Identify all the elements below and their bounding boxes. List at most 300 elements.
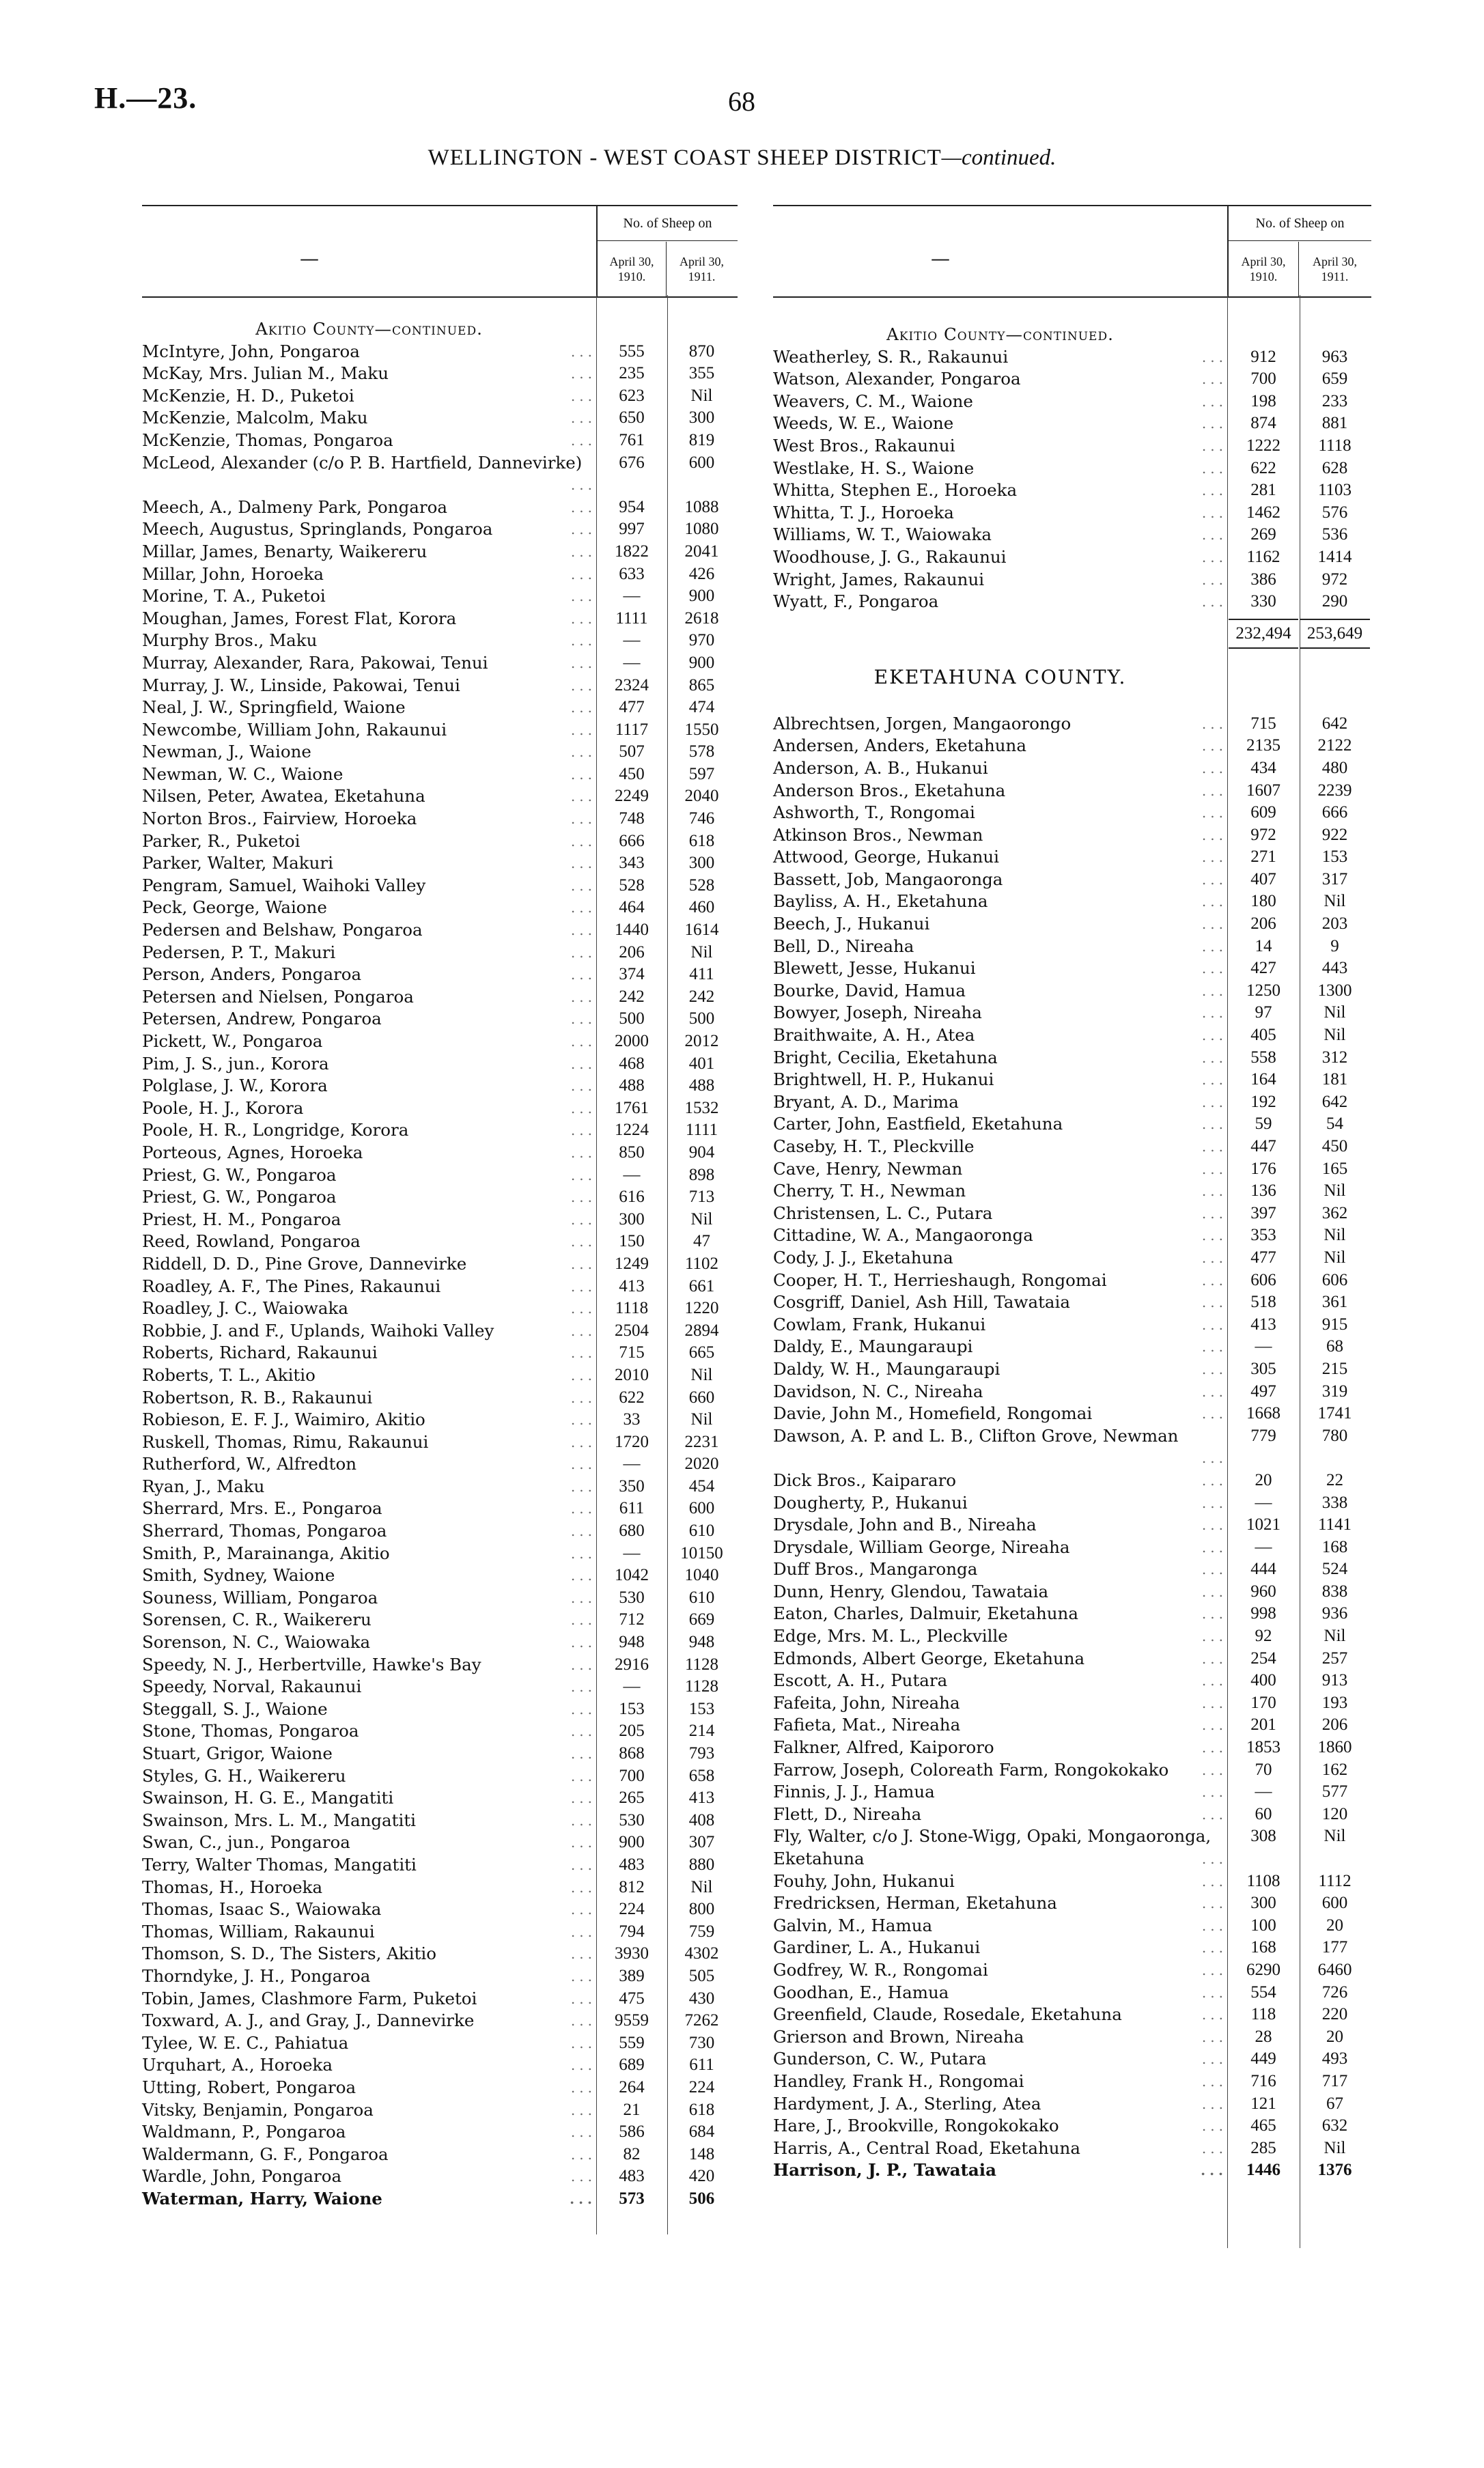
leader-dots: ... xyxy=(570,1946,596,1963)
sheep-1911: 628 xyxy=(1321,458,1348,477)
sheep-1911: 500 xyxy=(688,1009,715,1028)
farmer-name-text: Waldermann, G. F., Pongaroa xyxy=(142,2144,391,2164)
farmer-name-text: Styles, G. H., Waikereru xyxy=(142,1766,349,1786)
sheep-1910: — xyxy=(623,1677,641,1696)
leader-dots: ... xyxy=(570,1078,596,1095)
sheep-1910: 715 xyxy=(1250,714,1276,733)
leader-dots: ... xyxy=(1201,527,1227,544)
sheep-1911: 203 xyxy=(1321,914,1348,934)
sheep-1911: 865 xyxy=(688,675,715,695)
leader-dots: ... xyxy=(570,2190,596,2207)
sheep-1911: 610 xyxy=(688,1588,715,1607)
leader-dots: ... xyxy=(570,432,596,449)
farmer-name xyxy=(773,1069,1227,1091)
table-row xyxy=(773,713,1371,735)
leader-dots: ... xyxy=(1201,1338,1227,1356)
farmer-name-text: Sorenson, N. C., Waiowaka xyxy=(142,1632,373,1652)
farmer-name-text: Smith, P., Marainanga, Akitio xyxy=(142,1543,393,1563)
leader-dots: ... xyxy=(570,988,596,1005)
sheep-1910: 1162 xyxy=(1246,547,1280,566)
farmer-name-text: Thorndyke, J. H., Pongaroa xyxy=(142,1966,373,1986)
sheep-1911: Nil xyxy=(690,1365,713,1384)
leader-dots: ... xyxy=(1201,1316,1227,1333)
sheep-1910: 972 xyxy=(1250,825,1276,844)
farmer-name-text: Utting, Robert, Pongaroa xyxy=(142,2077,359,2097)
farmer-name-text: Terry, Walter Thomas, Mangatiti xyxy=(142,1855,419,1875)
leader-dots: ... xyxy=(570,1412,596,1429)
table-row xyxy=(142,1988,738,2010)
sheep-1910: 1462 xyxy=(1246,503,1280,522)
sheep-1910: 622 xyxy=(1250,458,1276,477)
sheep-1910: 997 xyxy=(619,520,645,539)
farmer-name xyxy=(773,458,1227,480)
farmer-name xyxy=(773,780,1227,802)
sheep-1910: 633 xyxy=(619,564,645,583)
farmer-name-text: Speedy, N. J., Herbertville, Hawke's Bay xyxy=(142,1655,484,1674)
sheep-1910: 960 xyxy=(1250,1582,1276,1601)
table-row xyxy=(142,1965,738,1988)
farmer-name xyxy=(142,2054,596,2077)
table-row xyxy=(142,942,738,964)
sheep-1910: 874 xyxy=(1250,414,1276,433)
table-row xyxy=(773,2026,1371,2049)
farmer-name-text: Grierson and Brown, Nireaha xyxy=(773,2027,1026,2047)
sheep-1911: 1128 xyxy=(684,1677,719,1696)
farmer-name xyxy=(773,1804,1227,1826)
table-row xyxy=(773,1470,1371,1492)
table-row xyxy=(773,1314,1371,1336)
sheep-1911: 413 xyxy=(688,1789,715,1808)
sheep-1910: 235 xyxy=(619,364,645,383)
table-row xyxy=(142,1030,738,1053)
sheep-1910: 28 xyxy=(1255,2027,1272,2046)
table-row xyxy=(142,1654,738,1677)
sheep-1911: 610 xyxy=(688,1522,715,1541)
sheep-1911: 1088 xyxy=(684,497,719,516)
farmer-name xyxy=(142,1142,596,1164)
sheep-1911: 669 xyxy=(688,1610,715,1629)
farmer-name xyxy=(773,2026,1227,2049)
header-col-1910: April 30, 1910. xyxy=(1229,242,1299,296)
farmer-name-text: Fredricksen, Herman, Eketahuna xyxy=(773,1893,1060,1913)
sheep-1911: 148 xyxy=(688,2144,715,2163)
sheep-1910: 468 xyxy=(619,1054,645,1073)
leader-dots: ... xyxy=(570,1700,596,1717)
farmer-name xyxy=(773,1714,1227,1737)
title-continued: —continued. xyxy=(941,145,1056,170)
table-row xyxy=(142,1097,738,1120)
sheep-1910: 1111 xyxy=(615,608,648,628)
leader-dots: ... xyxy=(570,2057,596,2074)
sheep-1911: 177 xyxy=(1321,1938,1348,1957)
leader-dots: ... xyxy=(1201,1272,1227,1289)
farmer-name-text: Anderson Bros., Eketahuna xyxy=(773,781,1008,800)
farmer-name-text: Christensen, L. C., Putara xyxy=(773,1203,995,1223)
sheep-1910: — xyxy=(623,587,641,606)
table-row xyxy=(142,430,738,452)
sheep-1911: 684 xyxy=(688,2122,715,2142)
sheep-1910: 176 xyxy=(1250,1159,1276,1178)
sheep-1911: 881 xyxy=(1321,414,1348,433)
sheep-1911: 1550 xyxy=(684,720,719,739)
farmer-name xyxy=(142,1921,596,1944)
sheep-1911: 1111 xyxy=(685,1121,718,1140)
sheep-1911: 713 xyxy=(688,1188,715,1207)
table-row xyxy=(773,1737,1371,1759)
sheep-1911: 870 xyxy=(688,341,715,361)
farmer-name xyxy=(142,1698,596,1721)
sheep-1911: 717 xyxy=(1321,2071,1348,2090)
farmer-name xyxy=(142,1676,596,1698)
sheep-1911: 120 xyxy=(1321,1804,1348,1823)
leader-dots: ... xyxy=(1201,1917,1227,1934)
leader-dots: ... xyxy=(1201,715,1227,732)
sheep-1910: 676 xyxy=(619,453,645,472)
farmer-name-text: Swainson, H. G. E., Mangatiti xyxy=(142,1788,396,1808)
farmer-name-text: Wright, James, Rakaunui xyxy=(773,570,987,589)
sheep-1911: 242 xyxy=(688,987,715,1006)
sheep-1911: 838 xyxy=(1321,1582,1348,1601)
leader-dots: ... xyxy=(570,1233,596,1250)
sheep-1911: 900 xyxy=(688,587,715,606)
sheep-1910: 530 xyxy=(619,1810,645,1829)
table-row xyxy=(773,1982,1371,2004)
leader-dots: ... xyxy=(1201,871,1227,888)
farmer-name-text: McKenzie, H. D., Puketoi xyxy=(142,386,357,406)
sheep-1910: 14 xyxy=(1255,936,1272,955)
farmer-name xyxy=(773,1425,1227,1448)
farmer-name xyxy=(142,1030,596,1053)
leader-dots: ... xyxy=(570,1901,596,1918)
table-row xyxy=(773,757,1371,780)
farmer-name xyxy=(142,1898,596,1921)
leader-dots: ... xyxy=(1201,2028,1227,2045)
table-row xyxy=(142,1676,738,1698)
farmer-name-text: Brightwell, H. P., Hukanui xyxy=(773,1069,996,1089)
sheep-1911: 1860 xyxy=(1317,1738,1352,1757)
leader-dots: ... xyxy=(1201,371,1227,388)
sheep-1911: 2020 xyxy=(684,1455,719,1474)
farmer-name xyxy=(773,2093,1227,2116)
section-heading: Akitio County—continued. xyxy=(886,324,1114,344)
leader-dots: ... xyxy=(1201,1784,1227,1801)
farmer-name-text: Andersen, Anders, Eketahuna xyxy=(773,735,1029,755)
sheep-1910: 447 xyxy=(1250,1137,1276,1155)
farmer-name xyxy=(142,452,596,475)
table-row xyxy=(142,2032,738,2055)
leader-dots: ... xyxy=(570,1745,596,1762)
sheep-1910: 850 xyxy=(619,1142,645,1162)
sheep-1911: 480 xyxy=(1321,758,1348,777)
leader-dots: ... xyxy=(1201,460,1227,477)
farmer-name-text: Ashworth, T., Rongomai xyxy=(773,802,978,822)
farmer-name-text: Tobin, James, Clashmore Farm, Puketoi xyxy=(142,1989,479,2008)
farmer-name xyxy=(142,1364,596,1387)
farmer-name-text: McLeod, Alexander (c/o P. B. Hartfield, Dannevirke) xyxy=(142,453,585,473)
table-row xyxy=(142,1631,738,1654)
farmer-name xyxy=(142,2077,596,2099)
farmer-name xyxy=(142,563,596,586)
sheep-1910: 33 xyxy=(623,1410,641,1429)
sheep-1910: 716 xyxy=(1250,2071,1276,2090)
leader-dots: ... xyxy=(1201,738,1227,755)
sheep-1910: 555 xyxy=(619,341,645,361)
leader-dots: ... xyxy=(1201,1093,1227,1110)
leader-dots: ... xyxy=(570,922,596,939)
leader-dots: ... xyxy=(570,1345,596,1362)
farmer-name-text: Priest, H. M., Pongaroa xyxy=(142,1209,344,1229)
farmer-name-text: Dougherty, P., Hukanui xyxy=(773,1493,970,1513)
farmer-name-text: Galvin, M., Hamua xyxy=(773,1916,935,1935)
farmer-name xyxy=(773,1692,1227,1715)
table-row xyxy=(773,957,1371,980)
farmer-name xyxy=(142,2188,596,2211)
farmer-name-text: Moughan, James, Forest Flat, Korora xyxy=(142,608,459,628)
farmer-name xyxy=(773,1381,1227,1403)
leader-dots: ... xyxy=(1201,1605,1227,1623)
leader-dots: ... xyxy=(1201,1583,1227,1600)
sheep-1910: 100 xyxy=(1250,1916,1276,1935)
header-dash: — xyxy=(300,247,319,270)
farmer-name xyxy=(773,1091,1227,1114)
table-row xyxy=(142,741,738,763)
farmer-name-text: Peck, George, Waione xyxy=(142,897,330,917)
leader-dots: ... xyxy=(1201,1851,1227,1867)
farmer-name xyxy=(142,1231,596,1253)
farmer-name-text: Cave, Henry, Newman xyxy=(773,1159,965,1179)
farmer-name xyxy=(773,957,1227,980)
sheep-1910: 477 xyxy=(619,698,645,717)
table-row xyxy=(773,1158,1371,1181)
table-row xyxy=(773,780,1371,802)
page-number: 68 xyxy=(728,86,755,117)
table-row xyxy=(773,1247,1371,1270)
table-row xyxy=(773,458,1371,480)
leader-dots: ... xyxy=(570,565,596,583)
table-row xyxy=(773,1024,1371,1047)
farmer-name-text: Hardyment, J. A., Sterling, Atea xyxy=(773,2094,1044,2114)
farmer-name-text: Vitsky, Benjamin, Pongaroa xyxy=(142,2100,376,2120)
sheep-1911: 443 xyxy=(1321,959,1348,978)
farmer-name xyxy=(773,1247,1227,1270)
table-row xyxy=(142,1053,738,1076)
sheep-1910: 477 xyxy=(1250,1248,1276,1267)
sheep-1910: 609 xyxy=(1250,803,1276,822)
leader-dots: ... xyxy=(570,877,596,894)
sheep-1911: 505 xyxy=(688,1966,715,1985)
farmer-name-text: Smith, Sydney, Waione xyxy=(142,1565,337,1585)
leader-dots: ... xyxy=(570,855,596,872)
farmer-name xyxy=(773,1270,1227,1292)
header-group-label: No. of Sheep on xyxy=(1229,206,1371,241)
farmer-name-text: Williams, W. T., Waiowaka xyxy=(773,524,994,544)
table-row xyxy=(142,1320,738,1343)
sheep-1911: 730 xyxy=(688,2033,715,2052)
farmer-name-text: Toxward, A. J., and Gray, J., Dannevirke xyxy=(142,2010,477,2030)
county-heading xyxy=(773,646,1371,713)
farmer-name-text: Wyatt, F., Pongaroa xyxy=(773,591,941,611)
farmer-name xyxy=(773,1158,1227,1181)
table-row xyxy=(773,1136,1371,1158)
farmer-name-text: Watson, Alexander, Pongaroa xyxy=(773,369,1024,389)
sheep-1910: — xyxy=(623,1543,641,1562)
leader-dots: ... xyxy=(570,1679,596,1696)
sheep-1910: 59 xyxy=(1255,1114,1272,1134)
table-row xyxy=(142,2077,738,2099)
sheep-1910: 206 xyxy=(1250,914,1276,934)
sheep-1911: 611 xyxy=(689,2056,714,2075)
farmer-name-text: Murphy Bros., Maku xyxy=(142,630,320,650)
farmer-name-text: Newcombe, William John, Rakaunui xyxy=(142,720,449,740)
farmer-name xyxy=(773,1180,1227,1203)
table-row xyxy=(773,435,1371,458)
farmer-name-text: Newman, J., Waione xyxy=(142,742,314,761)
sheep-1910: 483 xyxy=(619,2167,645,2186)
sheep-1910: 269 xyxy=(1250,525,1276,544)
table-row xyxy=(773,2071,1371,2093)
sheep-1910: 3930 xyxy=(615,1944,649,1963)
sheep-1910: 518 xyxy=(1250,1293,1276,1312)
table-row xyxy=(773,2115,1371,2137)
farmer-name xyxy=(773,1937,1227,1959)
farmer-name xyxy=(142,608,596,630)
farmer-name xyxy=(142,1720,596,1743)
table-row xyxy=(142,1698,738,1721)
leader-dots: ... xyxy=(1201,348,1227,365)
sheep-1911: 759 xyxy=(688,1922,715,1941)
sheep-1910: 1440 xyxy=(615,921,649,940)
leader-dots: ... xyxy=(1201,1160,1227,1177)
sheep-1911: 963 xyxy=(1321,347,1348,366)
farmer-name xyxy=(773,1670,1227,1692)
leader-dots: ... xyxy=(570,899,596,916)
title-main: WELLINGTON - WEST COAST SHEEP DISTRICT xyxy=(428,145,942,170)
sheep-1910: 2135 xyxy=(1246,736,1280,755)
leader-dots: ... xyxy=(570,1389,596,1406)
farmer-name-text: Carter, John, Eastfield, Eketahuna xyxy=(773,1114,1065,1134)
farmer-name-text: Attwood, George, Hukanui xyxy=(773,847,1002,867)
farmer-name-text: McKenzie, Malcolm, Maku xyxy=(142,408,371,427)
sheep-1911: 290 xyxy=(1321,592,1348,611)
table-row xyxy=(142,1164,738,1187)
leader-dots: ... xyxy=(1201,849,1227,866)
table-row xyxy=(773,1492,1371,1515)
farmer-name xyxy=(142,1854,596,1877)
table-row xyxy=(773,1937,1371,1959)
sheep-1911: 47 xyxy=(693,1232,710,1251)
sheep-1910: 465 xyxy=(1250,2116,1276,2135)
sheep-1911: 2239 xyxy=(1317,781,1352,800)
table-row xyxy=(773,1825,1371,1870)
leader-dots: ... xyxy=(570,1790,596,1807)
leader-dots: ... xyxy=(1201,548,1227,565)
farmer-name xyxy=(142,785,596,808)
farmer-name xyxy=(142,897,596,919)
table-row xyxy=(142,2165,738,2188)
leader-dots: ... xyxy=(570,1189,596,1206)
farmer-name-text: Bourke, David, Hamua xyxy=(773,981,968,1000)
leader-dots: ... xyxy=(1201,437,1227,454)
farmer-name-text: Cosgriff, Daniel, Ash Hill, Tawataia xyxy=(773,1292,1073,1312)
sheep-1910: 1668 xyxy=(1246,1404,1280,1423)
sheep-1911: 576 xyxy=(1321,503,1348,522)
sheep-1911: 162 xyxy=(1321,1760,1348,1779)
leader-dots: ... xyxy=(1201,1071,1227,1089)
header-col-1910: April 30, 1910. xyxy=(598,242,667,296)
farmer-name-text: McIntyre, John, Pongaroa xyxy=(142,341,363,361)
farmer-name xyxy=(773,1492,1227,1515)
sheep-1910: 1224 xyxy=(615,1121,649,1140)
leader-dots: ... xyxy=(570,721,596,738)
leader-dots: ... xyxy=(570,1099,596,1117)
farmer-name xyxy=(142,1543,596,1565)
farmer-name-text: West Bros., Rakaunui xyxy=(773,436,958,455)
leader-dots: ... xyxy=(570,1834,596,1851)
farmer-name-text: Fafieta, Mat., Nireaha xyxy=(773,1715,963,1735)
farmer-name xyxy=(142,1209,596,1231)
sheep-1910: 20 xyxy=(1255,1470,1272,1489)
sheep-1911: 206 xyxy=(1321,1715,1348,1735)
leader-dots: ... xyxy=(570,1033,596,1050)
sheep-1910: 305 xyxy=(1250,1359,1276,1378)
sheep-1910: 92 xyxy=(1255,1627,1272,1646)
leader-dots: ... xyxy=(570,2146,596,2163)
table-row xyxy=(142,2144,738,2166)
farmer-name-text: Parker, Walter, Makuri xyxy=(142,853,336,873)
sheep-1911: 450 xyxy=(1321,1137,1348,1155)
farmer-name-text: Bryant, A. D., Marima xyxy=(773,1092,962,1112)
leader-dots: ... xyxy=(570,677,596,694)
farmer-name xyxy=(773,2159,1227,2182)
sheep-1910: — xyxy=(1255,1537,1272,1556)
farmer-name xyxy=(142,1097,596,1120)
table-row xyxy=(142,763,738,786)
sheep-1910: 948 xyxy=(619,1633,645,1652)
table-row xyxy=(142,407,738,430)
sheep-1911: 224 xyxy=(688,2077,715,2097)
sheep-1910: 407 xyxy=(1250,869,1276,888)
sheep-1911: 401 xyxy=(688,1054,715,1073)
table-row xyxy=(142,1743,738,1765)
table-row xyxy=(142,875,738,897)
farmer-name xyxy=(142,741,596,763)
farmer-name-text: Pedersen and Belshaw, Pongaroa xyxy=(142,920,425,940)
farmer-name-text: Robieson, E. F. J., Waimiro, Akitio xyxy=(142,1410,428,1429)
farmer-name-text: Daldy, E., Maungaraupi xyxy=(773,1336,975,1356)
farmer-name xyxy=(142,2099,596,2122)
farmer-name xyxy=(142,2165,596,2188)
leader-dots: ... xyxy=(570,1723,596,1740)
table-row xyxy=(773,391,1371,413)
sheep-1911: 972 xyxy=(1321,570,1348,589)
table-row xyxy=(773,2137,1371,2160)
sheep-1910: 586 xyxy=(619,2122,645,2142)
farmer-name xyxy=(773,1314,1227,1336)
sheep-1911: 2894 xyxy=(684,1321,719,1340)
leader-dots: ... xyxy=(1201,415,1227,432)
farmer-name-text: Priest, G. W., Pongaroa xyxy=(142,1165,339,1185)
table-row xyxy=(142,1543,738,1565)
farmer-name xyxy=(142,1631,596,1654)
leader-dots: ... xyxy=(570,2101,596,2118)
farmer-name-text: Cherry, T. H., Newman xyxy=(773,1181,968,1201)
farmer-name-text: Albrechtsen, Jorgen, Mangaorongo xyxy=(773,714,1074,733)
sheep-1911: 904 xyxy=(688,1142,715,1162)
table-row xyxy=(142,808,738,830)
table-row xyxy=(142,675,738,697)
sheep-1910: 413 xyxy=(619,1276,645,1295)
sheep-1910: 666 xyxy=(619,831,645,850)
